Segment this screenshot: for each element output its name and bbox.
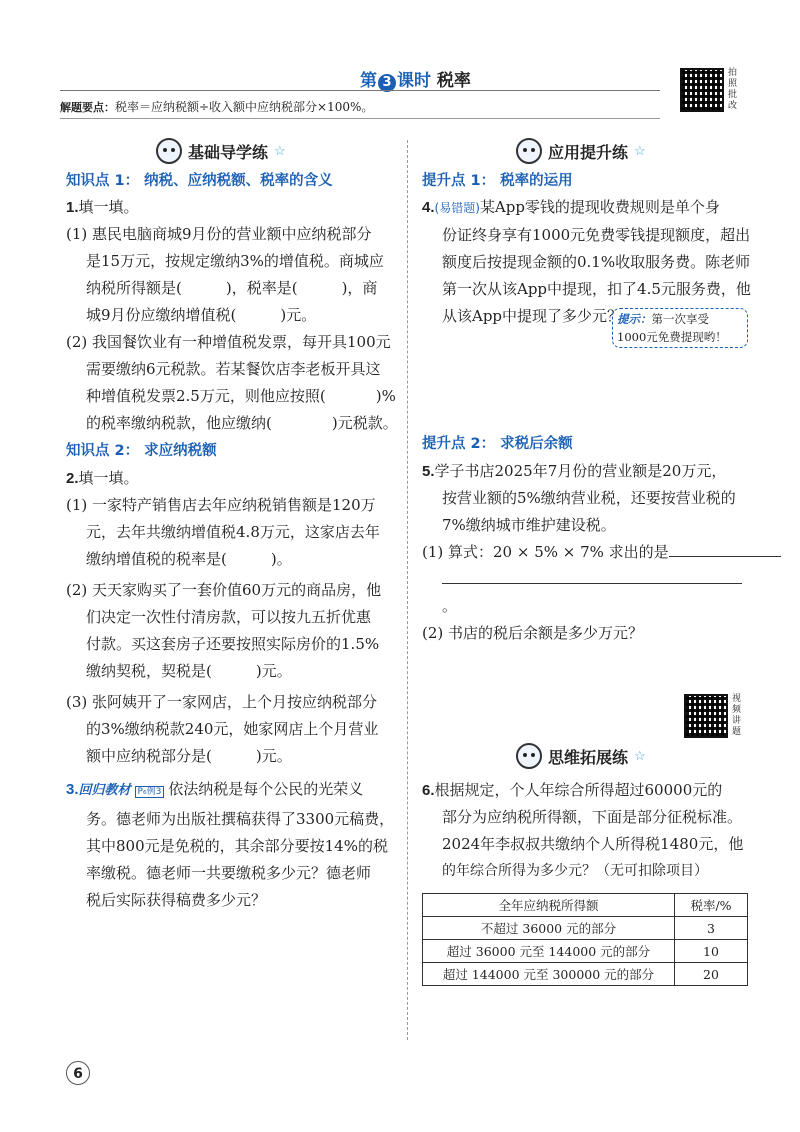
q6-line: 部分为应纳税所得额，下面是部分征税标准。: [442, 808, 743, 826]
star-icon: ☆: [274, 143, 286, 159]
q2-2-line: 缴纳契税，契税是( )元。: [86, 662, 292, 680]
q2-1-line: 缴纳增值税的税率是( )。: [86, 550, 292, 568]
table-cell: 不超过 36000 元的部分: [423, 917, 675, 940]
q6-line: 的年综合所得为多少元？（无可扣除项目）: [442, 863, 708, 879]
q2-3-line: 额中应纳税部分是( )元。: [86, 747, 292, 765]
q3-line: 其中800元是免税的，其余部分要按14%的税: [86, 837, 388, 855]
q5-1: (1) 算式：20 × 5% × 7% 求出的是: [422, 539, 752, 566]
section-title: 思维拓展练: [548, 747, 629, 767]
question-6: 6.根据规定，个人年综合所得超过60000元的: [422, 781, 723, 799]
video-qr-label: 视频讲题: [732, 694, 742, 737]
improvement-point-1: 提升点 1： 税率的运用: [422, 173, 573, 189]
qr-label: 拍照批改: [728, 68, 738, 111]
qr-code-icon[interactable]: [680, 68, 724, 112]
star-icon: ☆: [634, 143, 646, 159]
question-5: 5.学子书店2025年7月份的营业额是20万元，: [422, 462, 727, 480]
q1-1-line: 是15万元，按规定缴纳3%的增值税。商城应: [86, 252, 384, 270]
section-title: 应用提升练: [548, 142, 629, 162]
mascot-icon: [516, 138, 542, 164]
tax-rate-table: [422, 893, 748, 986]
error-prone-tag: (易错题): [434, 201, 480, 215]
video-qr-code-icon[interactable]: [684, 694, 728, 738]
table-cell: 超过 36000 元至 144000 元的部分: [423, 940, 675, 963]
q2-2-line: 付款。买这套房子还要按照实际房价的1.5%: [86, 635, 380, 653]
q4-line: 额度后按提现金额的0.1%收取服务费。陈老师: [442, 253, 751, 271]
table-cell: 20: [675, 963, 748, 986]
table-row: [423, 917, 748, 940]
q1-1-line: 城9月份应缴纳增值税( )元。: [86, 306, 317, 324]
q1-2-line: 需要缴纳6元税款。若某餐饮店李老板开具这: [86, 360, 381, 378]
textbook-ref: P₆例3: [135, 786, 165, 798]
q2-3-line: (3) 张阿姨开了一家网店，上个月按应纳税部分: [66, 693, 378, 711]
table-cell: 10: [675, 940, 748, 963]
question-4: 4.(易错题)某App零钱的提现收费规则是单个身: [422, 198, 720, 216]
right-column: [422, 136, 752, 986]
answer-line[interactable]: [669, 556, 781, 557]
q5-line: 7%缴纳城市维护建设税。: [442, 516, 616, 534]
q5-1-cont: 。: [422, 566, 752, 620]
q5-line: 按营业额的5%缴纳营业税，还要按营业税的: [442, 489, 736, 507]
table-cell: 超过 144000 元至 300000 元的部分: [423, 963, 675, 986]
q5-2: (2) 书店的税后余额是多少万元？: [422, 624, 644, 642]
q2-1-line: (1) 一家特产销售店去年应纳税销售额是120万: [66, 496, 376, 514]
q3-line: 务。德老师为出版社撰稿获得了3300元稿费，: [86, 810, 395, 828]
table-cell: 3: [675, 917, 748, 940]
q1-2-line: 的税率缴纳税款，他应缴纳( )元税款。: [86, 414, 398, 432]
q4-line: 份证终身享有1000元免费零钱提现额度，超出: [442, 226, 751, 244]
textbook-tag: 回归教材: [78, 783, 131, 798]
q6-line: 2024年李叔叔共缴纳个人所得税1480元，他: [442, 835, 744, 853]
hint-box: 提示：第一次享受 1000元免费提现哟！: [612, 308, 748, 348]
page-number: 6: [66, 1061, 90, 1085]
q1-2-line: (2) 我国餐饮业有一种增值税发票，每开具100元: [66, 333, 391, 351]
q1-1-line: (1) 惠民电脑商城9月份的营业额中应纳税部分: [66, 225, 372, 243]
q4-line: 第一次从该App中提现，扣了4.5元服务费，他: [442, 280, 751, 298]
table-header-cell: 全年应纳税所得额: [423, 894, 675, 917]
section-title: 基础导学练: [188, 142, 269, 162]
left-column: [66, 136, 396, 914]
q2-3-line: 的3%缴纳税款240元，她家网店上个月营业: [86, 720, 379, 738]
page-header: [60, 58, 740, 124]
q2-1-line: 元，去年共缴纳增值税4.8万元，这家店去年: [86, 523, 380, 541]
q1-2-line: 种增值税发票2.5万元，则他应按照( )%: [86, 387, 396, 405]
table-header-row: [423, 894, 748, 917]
header-underline: [60, 118, 660, 119]
section-basic-header: [156, 136, 396, 166]
q3-line: 率缴税。德老师一共要缴税多少元？德老师: [86, 864, 372, 882]
lesson-title: 第 3 课时 税率: [360, 71, 471, 91]
table-row: [423, 963, 748, 986]
table-header-cell: 税率/%: [675, 894, 748, 917]
knowledge-point-2: 知识点 2： 求应纳税额: [66, 443, 217, 459]
lesson-number-badge: 3: [378, 74, 396, 92]
question-1-title: 1.填一填。: [66, 198, 139, 216]
section-extend-header: [516, 741, 752, 771]
q4-line: 从该App中提现了多少元？: [442, 307, 623, 325]
solving-tip: 解题要点：税率＝应纳税额÷收入额中应纳税部分×100%。: [60, 100, 374, 114]
q3-line: 税后实际获得稿费多少元？: [86, 891, 267, 909]
question-2-title: 2.填一填。: [66, 469, 139, 487]
answer-line[interactable]: [442, 583, 742, 584]
knowledge-point-1: 知识点 1： 纳税、应纳税额、税率的含义: [66, 173, 333, 189]
q2-2-line: 们决定一次性付清房款，可以按九五折优惠: [86, 608, 372, 626]
header-rule: [60, 90, 660, 91]
column-divider: [407, 140, 408, 1040]
q2-2-line: (2) 天天家购买了一套价值60万元的商品房，他: [66, 581, 382, 599]
table-row: [423, 940, 748, 963]
section-apply-header: [516, 136, 752, 166]
improvement-point-2: 提升点 2： 求税后余额: [422, 436, 573, 452]
mascot-icon: [156, 138, 182, 164]
q1-1-line: 纳税所得额是( )，税率是( )，商: [86, 279, 378, 297]
mascot-icon: [516, 743, 542, 769]
question-3: 3.回归教材 P₆例3 依法纳税是每个公民的光荣义: [66, 780, 364, 798]
star-icon: ☆: [634, 748, 646, 764]
